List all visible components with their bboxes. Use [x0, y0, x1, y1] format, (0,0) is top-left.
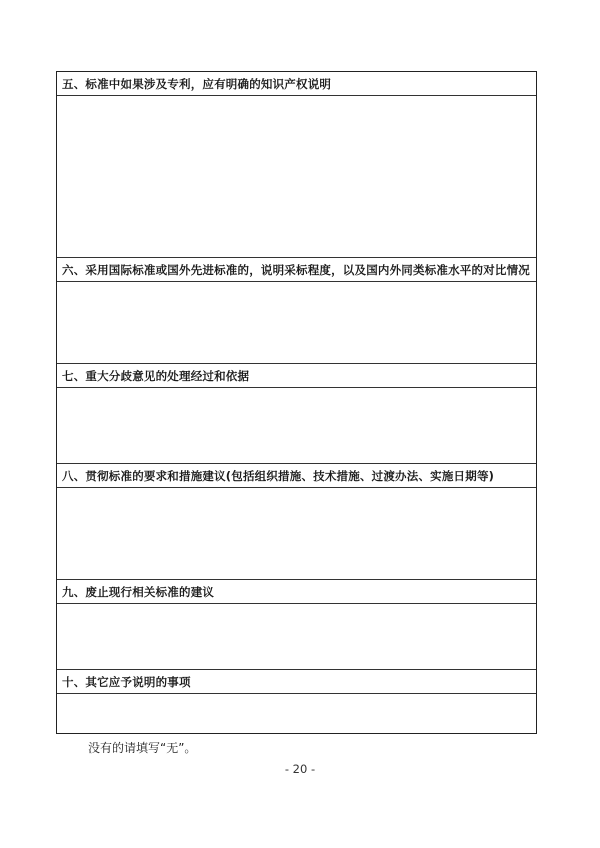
footnote: 没有的请填写“无”。: [88, 741, 197, 755]
section-body-other-matters: [57, 694, 536, 733]
section-body-patent: [57, 96, 536, 258]
form-table: [56, 71, 537, 734]
section-header-patent: 五、标准中如果涉及专利，应有明确的知识产权说明: [57, 72, 536, 96]
section-body-disagreement: [57, 388, 536, 464]
section-header-standards-comparison: 六、采用国际标准或国外先进标准的，说明采标程度，以及国内外同类标准水平的对比情况: [57, 258, 536, 282]
section-header-implementation: 八、贯彻标准的要求和措施建议(包括组织措施、技术措施、过渡办法、实施日期等): [57, 464, 536, 488]
section-body-standards-comparison: [57, 282, 536, 364]
page-number: - 20 -: [284, 762, 316, 776]
section-body-implementation: [57, 488, 536, 580]
section-header-other-matters: 十、其它应予说明的事项: [57, 670, 536, 694]
section-header-disagreement: 七、重大分歧意见的处理经过和依据: [57, 364, 536, 388]
section-header-abolish: 九、废止现行相关标准的建议: [57, 580, 536, 604]
section-body-abolish: [57, 604, 536, 670]
